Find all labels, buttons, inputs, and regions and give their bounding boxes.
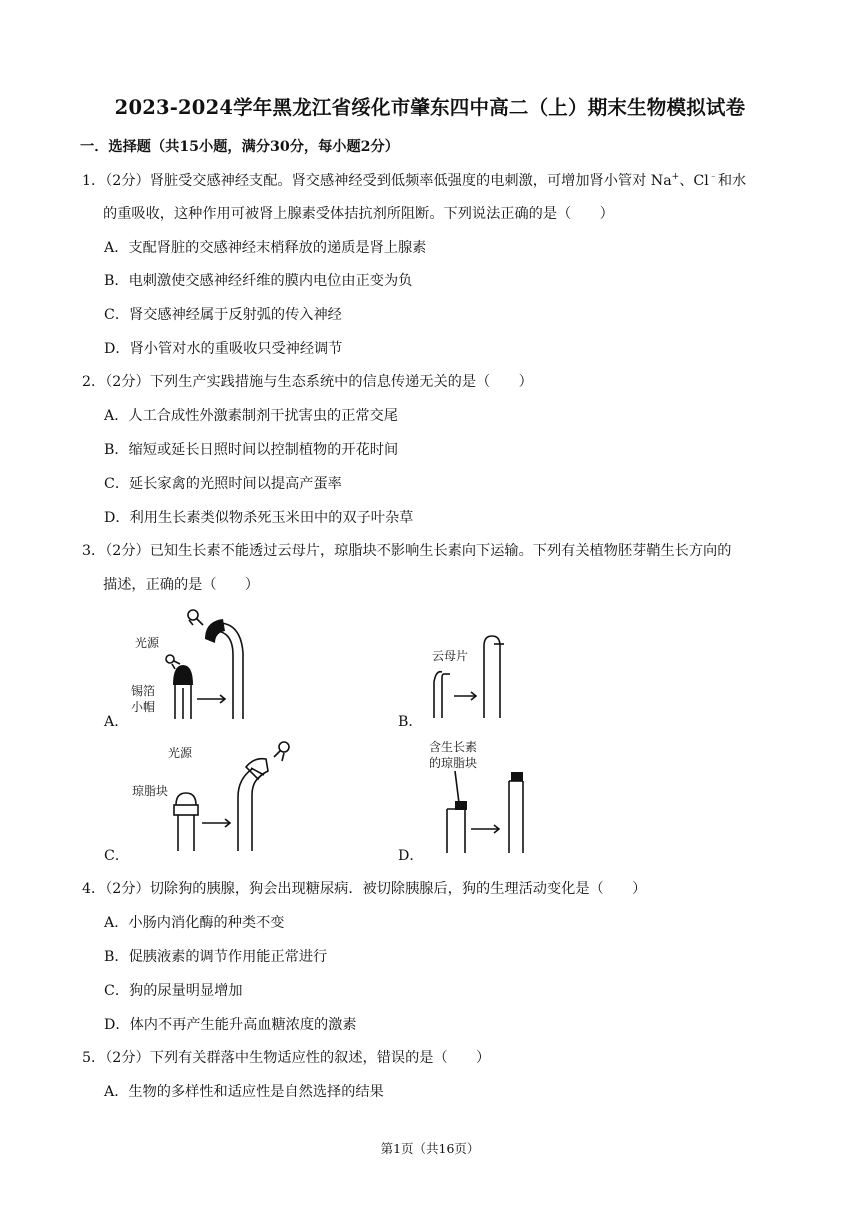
question-1-option-d[interactable]: D．肾小管对水的重吸收只受神经调节: [104, 341, 343, 357]
page-title: 2023-2024学年黑龙江省绥化市肇东四中高二（上）期末生物模拟试卷: [114, 96, 746, 119]
figure-c-agar-label: 琼脂块: [132, 784, 169, 798]
figure-c-light-label: 光源: [168, 746, 193, 760]
figure-d-agar-label-2: 的琼脂块: [429, 756, 478, 770]
question-3-option-c[interactable]: C．: [104, 848, 130, 864]
question-4-option-a[interactable]: A．小肠内消化酶的种类不变: [104, 915, 285, 931]
question-3-option-d[interactable]: D．: [398, 848, 424, 864]
question-1-stem-line1: 1．（2分）肾脏受交感神经支配。肾交感神经受到低频率低强度的电刺激，可增加肾小管对 Na+、Cl﹣和水: [82, 172, 747, 189]
figure-a-cap-label-1: 锡箔: [131, 684, 156, 698]
question-2-option-d[interactable]: D．利用生长素类似物杀死玉米田中的双子叶杂草: [104, 510, 414, 526]
section-heading: 一．选择题（共15小题，满分30分，每小题2分）: [80, 139, 399, 155]
question-1-option-b[interactable]: B．电刺激使交感神经纤维的膜内电位由正变为负: [104, 273, 413, 289]
figure-d-agar-label-1: 含生长素: [429, 740, 478, 754]
question-3-stem-line1: 3．（2分）已知生长素不能透过云母片，琼脂块不影响生长素向下运输。下列有关植物胚芽鞘生长方向的: [82, 543, 732, 559]
figure-d-diagram: [425, 737, 565, 857]
figure-b-diagram: [430, 630, 550, 720]
figure-a-light-label: 光源: [135, 636, 160, 650]
figure-a-cap-label-2: 小帽: [131, 700, 156, 714]
question-3-stem-line2: 描述，正确的是（ ）: [103, 577, 260, 593]
question-5-option-a[interactable]: A．生物的多样性和适应性是自然选择的结果: [104, 1084, 384, 1100]
question-4-stem: 4．（2分）切除狗的胰腺，狗会出现糖尿病．被切除胰腺后，狗的生理活动变化是（ ）: [82, 881, 647, 897]
figure-b-mica-label: 云母片: [432, 649, 469, 663]
question-1-stem-line2: 的重吸收，这种作用可被肾上腺素受体拮抗剂所阻断。下列说法正确的是（ ）: [103, 206, 614, 222]
question-1-option-c[interactable]: C．肾交感神经属于反射弧的传入神经: [104, 307, 342, 323]
question-4-option-c[interactable]: C．狗的尿量明显增加: [104, 983, 243, 999]
question-2-option-a[interactable]: A．人工合成性外激素制剂干扰害虫的正常交尾: [104, 408, 398, 424]
figure-a-diagram: [125, 603, 325, 723]
question-5-stem: 5．（2分）下列有关群落中生物适应性的叙述，错误的是（ ）: [82, 1050, 491, 1066]
question-4-option-b[interactable]: B．促胰液素的调节作用能正常进行: [104, 949, 328, 965]
question-2-option-c[interactable]: C．延长家禽的光照时间以提高产蛋率: [104, 476, 342, 492]
question-3-option-a[interactable]: A．: [104, 714, 129, 730]
page-footer: 第1页（共16页）: [380, 1141, 480, 1156]
question-1-option-a[interactable]: A．支配肾脏的交感神经末梢释放的递质是肾上腺素: [104, 240, 427, 256]
figure-c-diagram: [128, 735, 328, 855]
question-3-option-b[interactable]: B．: [398, 714, 423, 730]
question-2-option-b[interactable]: B．缩短或延长日照时间以控制植物的开花时间: [104, 442, 399, 458]
question-4-option-d[interactable]: D．体内不再产生能升高血糖浓度的激素: [104, 1017, 357, 1033]
question-2-stem: 2．（2分）下列生产实践措施与生态系统中的信息传递无关的是（ ）: [82, 374, 533, 390]
